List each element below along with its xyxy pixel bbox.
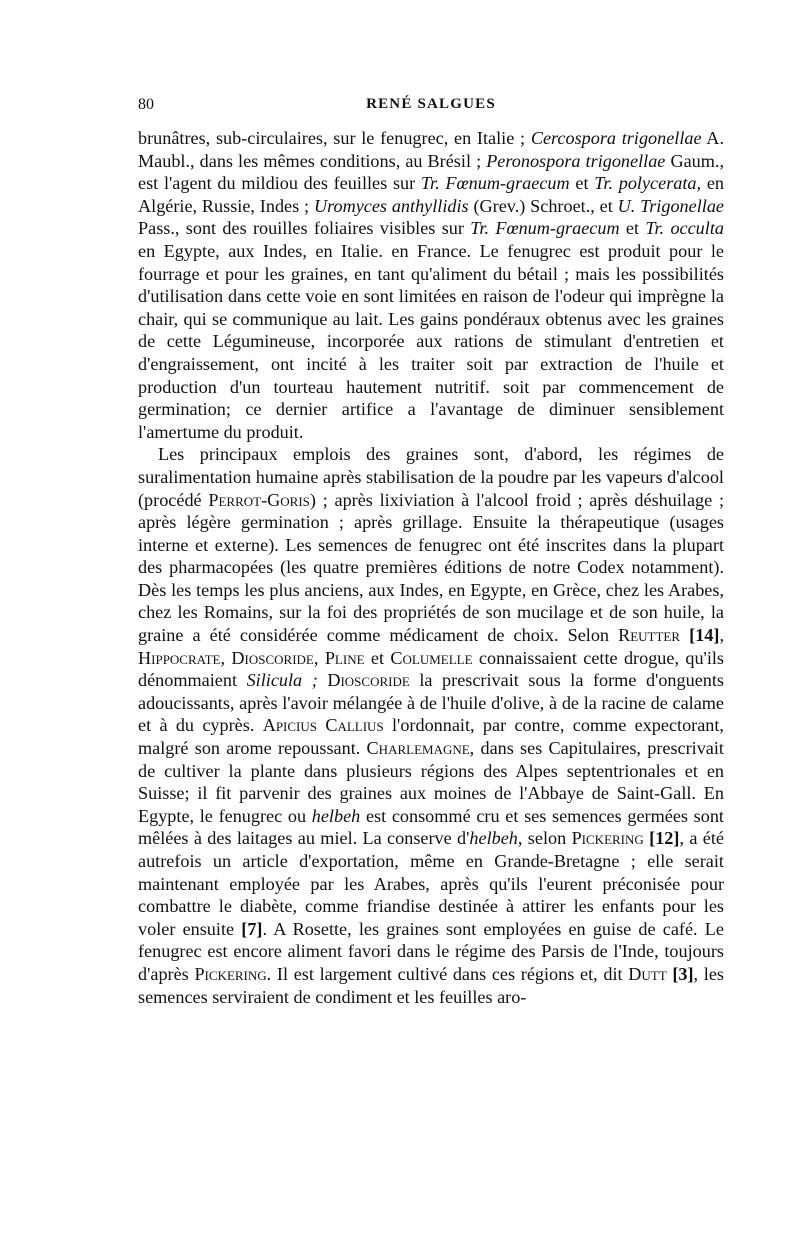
text-span: Gaum., est l'agent du mildiou des feuilles sur [138,150,724,194]
reference-number: [7] [241,918,263,939]
author-name: Pickering [194,963,267,984]
species-name: Uromyces anthyllidis [313,195,469,216]
paragraph-2 [138,443,724,1008]
author-name: Apicius Callius [262,715,384,736]
text-span: Les principaux emplois des graines sont, d'abord, les régimes de suralimentation humaine après stabilisation de la poudre par les vapeurs d'alcool (procédé [138,444,724,510]
reference-number: [3] [666,963,694,984]
text-span: ) ; après lixiviation à l'alcool froid ; après déshuilage ; après légère germination ; après grillage. Ensuite la thérapeutique (usages interne et externe). Les semences de fenugrec ont été inscrites dans la plupart des pharmacopées (les quatre premières éditions de notre Codex notamment). Dès les temps les plus anciens, aux Indes, en Egypte, en Grèce, chez les Arabes, chez les Romains, sur la foi des propriétés de son mucilage et de son huile, la graine a été considérée comme médicament de choix. Selon [138,489,724,646]
latin-term: Silicula ; [246,670,318,691]
text-span: et [619,218,646,239]
species-name: Tr. polycerata, [594,173,702,194]
text-span: l'ordonnait, par contre, comme expectorant, malgré son arome repoussant. [138,715,724,759]
author-name: Reutter [618,625,681,646]
author-name: Pline [324,647,365,668]
author-name: Pickering [571,828,644,849]
species-name: Tr. Fœnum-graecum [470,218,620,239]
text-span: . A Rosette, les graines sont employées en guise de café. Le fenugrec est encore aliment favori dans le régime des Parsis de l'Inde, toujours d'après [138,918,724,984]
text-span: , a été autrefois un article d'exportation, même en Grande-Bretagne ; elle serait maintenant employée par les Arabes, après qu'ils l'eurent préconisée pour combattre le diabète, comme friandise destinée à attirer les enfants pour les voler ensuite [138,828,724,939]
text-span: . Il est largement cultivé dans ces régions et, dit [266,963,629,984]
page-number: 80 [138,96,154,113]
species-name: U. Trigonellae [617,195,724,216]
text-span: connaissaient cette drogue, qu'ils dénommaient [138,647,725,691]
author-name: Dioscoride [231,647,314,668]
local-term: helbeh [311,805,361,826]
author-name: Dioscoride [327,670,410,691]
text-span: , les semences serviraient de condiment et les feuilles aro- [138,963,724,1007]
author-name: Perrot-Goris [208,489,310,510]
text-span: en Egypte, aux Indes, en Italie. en France. Le fenugrec est produit pour le fourrage et pour les graines, en tant qu'aliment du bétail ; mais les possibilités d'utilisation dans cette voie en sont limitées en raison de l'odeur qui imprègne la chair, qui se communique au lait. Les gains pondéraux obtenus avec les graines de cette Légumineuse, incorporée aux rations de stimulant d'entretien et d'engraissement, ont incité à les traiter soit par extraction de l'huile et production d'un tourteau hautement nutritif. soit par commencement de germination; ce dernier artifice a l'avantage de diminuer sensiblement l'amertume du produit. [138,240,724,442]
text-span: brunâtres, sub-circulaires, sur le fenugrec, en Italie ; [138,128,531,148]
text-span: la prescrivait sous la forme d'onguents adoucissants, après l'avoir mélangée à de l'huile d'olive, à de la racine de calame et à du cyprès. [138,670,724,736]
page-header [138,96,724,120]
author-name: Dutt [628,963,667,984]
species-name: Peronospora trigonellae [486,150,666,171]
species-name: Tr. occulta [645,218,724,239]
reference-number: [12] [643,828,680,849]
author-name: Hippocrate [138,647,221,668]
text-span: , selon [517,828,572,849]
text-span: , [220,647,232,668]
text-span: , [313,647,325,668]
text-span: , dans ses Capitulaires, prescrivait de cultiver la plante dans plusieurs régions des Alpes septentrionales et en Suisse; il fit parvenir des graines aux moines de l'Abbaye de Saint-Gall. En Egypte, le fenugrec ou [138,738,724,826]
text-span: et [569,173,595,194]
reference-number: [14] [680,625,720,646]
body-text [138,127,724,1008]
text-span: A. Maubl., dans les mêmes conditions, au Brésil ; [138,128,724,171]
text-span: Pass., sont des rouilles foliaires visibles sur [138,218,471,239]
text-span: et [364,647,391,668]
author-name: Columelle [390,647,473,668]
species-name: Tr. Fœnum-graecum [420,173,570,194]
local-term: helbeh [469,828,518,849]
running-head: RENÉ SALGUES [366,96,496,112]
text-span: est consommé cru et ses semences germées sont mêlées à des laitages au miel. La conserve d' [138,805,724,849]
text-span: (Grev.) Schroet., et [468,195,618,216]
paragraph-1 [138,127,724,443]
author-name: Charlemagne [366,738,470,759]
text-span: , [719,625,724,646]
species-name: Cercospora trigonellae [530,128,702,148]
text-span: en Algérie, Russie, Indes ; [138,173,724,216]
text-span [318,670,328,690]
